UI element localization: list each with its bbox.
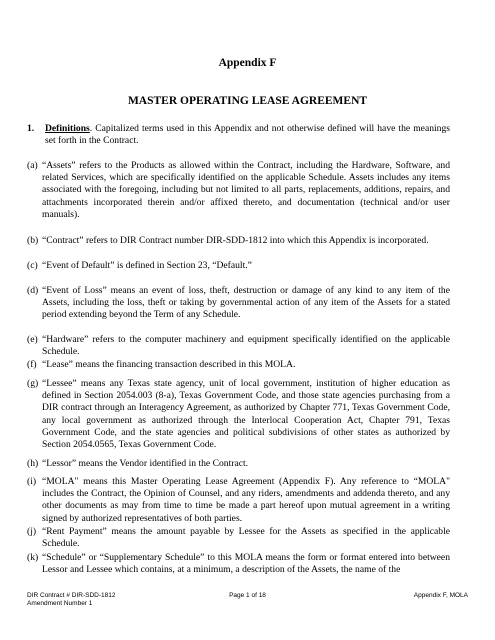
definition-label: (g) xyxy=(27,378,39,389)
definition-text: “Assets” refers to the Products as allowed within the Contract, including the Hardware, Software, and related Services, which are specifically identified on the applicable Schedule. Assets includes any items associated with the foregoing, including but not limited to all parts, replacements, additions, repairs, and attachments incorporated therein and/or affixed thereto, and documentation (technical and/or user manuals). xyxy=(42,160,450,220)
definition-label: (d) xyxy=(27,285,39,296)
definition-text: “Contract” refers to DIR Contract number DIR-SDD-1812 into which this Appendix is incorporated. xyxy=(42,235,429,246)
definition-label: (i) xyxy=(27,476,37,487)
definition-label: (b) xyxy=(27,235,39,246)
section-1-text xyxy=(45,123,450,147)
footer-amendment: Amendment Number 1 xyxy=(27,600,93,607)
definition-text: “Schedule” or “Supplementary Schedule” to this MOLA means the form or format entered into between Lessor and Lessee which contains, at a minimum, a description of the Assets, the name of the xyxy=(42,552,450,576)
definition-text: “Lessee” means any Texas state agency, unit of local government, institution of higher education as defined in Section 2054.003 (8-a), Texas Government Code, and those state agencies purchasing from a DIR contract through an Interagency Agreement, as authorized by Chapter 771, Texas Government Code, any local government as authorized through the Interlocal Cooperation Act, Chapter 791, Texas Government Code, and the state agencies and political subdivisions of other states as authorized by Section 2054.0565, Texas Government Code. xyxy=(42,378,450,451)
definition-label: (a) xyxy=(27,160,38,171)
section-1-intro: . Capitalized terms used in this Appendix and not otherwise defined will have the meanings set forth in the Contract. xyxy=(45,123,450,147)
definition-text: “Lease” means the financing transaction described in this MOLA. xyxy=(42,359,296,370)
footer-right: Appendix F, MOLA xyxy=(413,592,468,599)
definition-text: “Event of Loss” means an event of loss, theft, destruction or damage of any kind to any item of the Assets, including the loss, theft or taking by governmental action of any item of the Assets for a stated period extending beyond the Term of any Schedule. xyxy=(42,285,450,321)
definition-label: (e) xyxy=(27,334,38,345)
definition-label: (c) xyxy=(27,260,38,271)
section-1-number: 1. xyxy=(27,123,35,134)
definition-text: “Hardware” refers to the computer machinery and equipment specifically identified on the applicable Schedule. xyxy=(42,334,450,358)
definition-text: “MOLA" means this Master Operating Lease Agreement (Appendix F). Any reference to “MOLA" includes the Contract, the Opinion of Counsel, and any riders, amendments and addenda thereto, and any other documents as may from time to time be made a part hereof upon mutual agreement in a writing signed by authorized representatives of both parties. xyxy=(42,476,450,524)
definition-text: “Lessor” means the Vendor identified in the Contract. xyxy=(42,458,249,469)
definition-text: “Event of Default” is defined in Section 23, “Default.” xyxy=(42,260,252,271)
definition-label: (h) xyxy=(27,458,39,469)
definition-label: (k) xyxy=(27,552,39,563)
definition-label: (j) xyxy=(27,526,37,537)
definitions-term: Definitions xyxy=(45,123,90,134)
definition-text: “Rent Payment” means the amount payable by Lessee for the Assets as specified in the applicable Schedule. xyxy=(42,526,450,550)
footer-page-number: Page 1 of 18 xyxy=(229,592,266,599)
definition-label: (f) xyxy=(27,359,37,370)
appendix-heading: Appendix F xyxy=(218,57,277,69)
footer-contract: DIR Contract # DIR-SDD-1812 xyxy=(27,592,116,599)
agreement-title: MASTER OPERATING LEASE AGREEMENT xyxy=(127,95,368,107)
